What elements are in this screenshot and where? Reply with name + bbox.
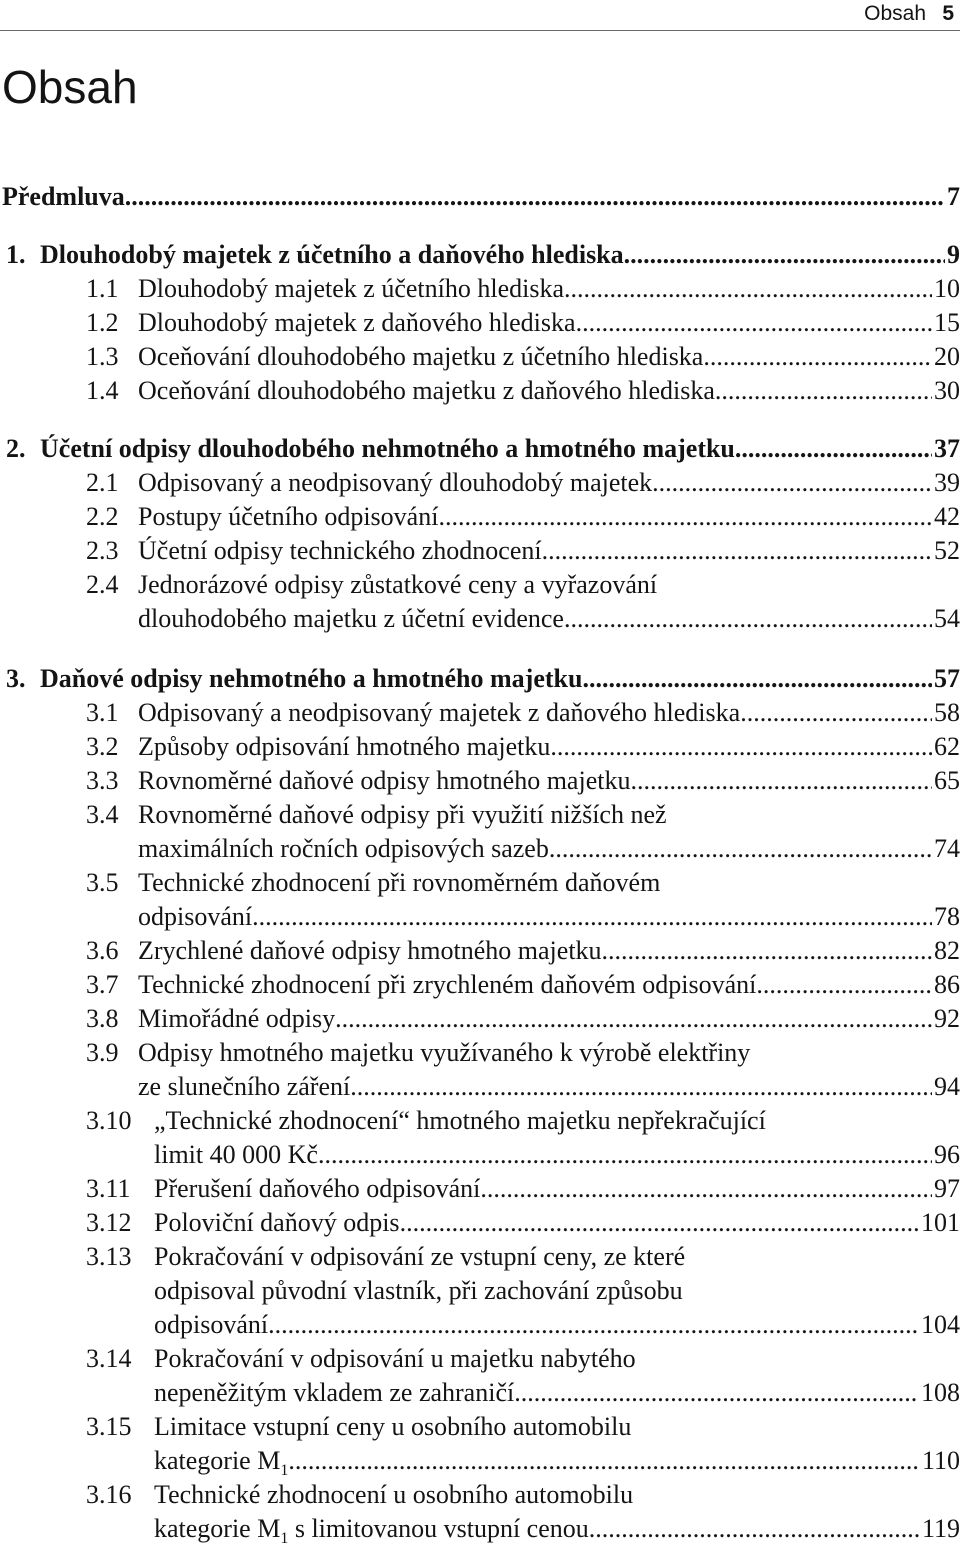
toc-entry-continuation: [0, 832, 960, 866]
leader-dots: [350, 1070, 932, 1104]
leader-dots: [318, 1138, 932, 1172]
toc-entry: [0, 696, 960, 730]
entry-label-part: dlouhodobého majetku z účetní evidence: [138, 604, 564, 633]
entry-label-part: kategorie M: [154, 1514, 281, 1543]
entry-page: 15: [934, 308, 960, 337]
entry-page: 86: [934, 970, 960, 999]
entry-label: Poloviční daňový odpis: [154, 1208, 400, 1237]
leader-dots: [740, 696, 932, 730]
leader-dots: [630, 764, 932, 798]
leader-dots: [335, 1002, 932, 1036]
entry-label: Účetní odpisy technického zhodnocení: [138, 536, 542, 565]
entry-label: Dlouhodobý majetek z daňového hlediska: [138, 308, 576, 337]
entry-page: 58: [934, 698, 960, 727]
toc-entry: [0, 1478, 960, 1512]
entry-page: 92: [934, 1004, 960, 1033]
leader-dots: [624, 238, 945, 272]
toc-entry: [0, 466, 960, 500]
entry-page: 101: [921, 1208, 960, 1237]
toc-entry: [0, 1410, 960, 1444]
entry-text: [154, 1240, 960, 1274]
entry-page: 54: [934, 604, 960, 633]
entry-page: 78: [934, 902, 960, 931]
entry-number: 3.5: [86, 868, 119, 897]
leader-dots: [602, 934, 932, 968]
entry-text: [138, 306, 960, 340]
leader-dots: [735, 432, 932, 466]
running-title: Obsah: [864, 2, 926, 25]
toc-entry: [0, 1240, 960, 1274]
entry-text: [154, 1172, 960, 1206]
entry-label: „Technické zhodnocení“ hmotného majetku nepřekračující: [154, 1106, 766, 1135]
entry-text: [138, 764, 960, 798]
entry-label: Rovnoměrné daňové odpisy při využití nižších než: [138, 800, 667, 829]
entry-text: [138, 696, 960, 730]
entry-text: [40, 432, 960, 466]
toc-entry: [0, 432, 960, 466]
entry-text: [138, 1070, 960, 1104]
entry-label: Přerušení daňového odpisování: [154, 1174, 481, 1203]
leader-dots: [715, 374, 932, 408]
entry-label: Technické zhodnocení u osobního automobilu: [154, 1480, 634, 1509]
toc-entry-continuation: [0, 1444, 960, 1478]
leader-dots: [480, 1172, 932, 1206]
entry-number: 2.4: [86, 570, 119, 599]
toc-entry: [0, 568, 960, 602]
toc-entry-continuation: [0, 900, 960, 934]
leader-dots: [576, 306, 932, 340]
entry-page: 110: [921, 1446, 960, 1475]
toc-entry: [0, 798, 960, 832]
entry-label-part: limit 40 000 Kč: [154, 1140, 318, 1169]
toc-entry-continuation: [0, 1308, 960, 1342]
entry-label: [154, 1376, 514, 1410]
leader-dots: [400, 1206, 919, 1240]
entry-number: 3.4: [86, 800, 119, 829]
entry-text: [138, 730, 960, 764]
entry-label: Účetní odpisy dlouhodobého nehmotného a hmotného majetku: [40, 434, 735, 463]
entry-label: Jednorázové odpisy zůstatkové ceny a vyřazování: [138, 570, 658, 599]
toc-entry: [0, 730, 960, 764]
entry-number: 2.2: [86, 502, 119, 531]
entry-number: 3.15: [86, 1412, 132, 1441]
entry-text: [40, 662, 960, 696]
entry-page: 7: [947, 182, 960, 211]
page-number: 5: [942, 2, 954, 25]
entry-number: 1.: [6, 240, 26, 269]
leader-dots: [550, 730, 932, 764]
entry-text: [154, 1410, 960, 1444]
entry-text: [138, 832, 960, 866]
leader-dots: [268, 1308, 919, 1342]
entry-page: 119: [921, 1514, 960, 1543]
entry-text: [154, 1478, 960, 1512]
entry-page: 62: [934, 732, 960, 761]
entry-text: [138, 968, 960, 1002]
toc-entry: [0, 1342, 960, 1376]
entry-label: Technické zhodnocení při rovnoměrném daňovém: [138, 868, 661, 897]
leader-dots: [582, 662, 932, 696]
entry-label: Pokračování v odpisování ze vstupní ceny, ze které: [154, 1242, 686, 1271]
entry-label: Dlouhodobý majetek z účetního a daňového hlediska: [40, 240, 624, 269]
entry-page: 97: [934, 1174, 960, 1203]
entry-label-part: odpisování: [138, 902, 253, 931]
entry-label: Oceňování dlouhodobého majetku z účetního hlediska: [138, 342, 704, 371]
entry-label: [154, 1308, 268, 1342]
toc-entry: [0, 180, 960, 214]
page-header: [0, 0, 960, 30]
entry-label: [138, 900, 252, 934]
entry-label-part: nepeněžitým vkladem ze zahraničí: [154, 1378, 515, 1407]
entry-number: 3.7: [86, 970, 119, 999]
entry-number: 3.11: [86, 1174, 131, 1203]
entry-text: [154, 1138, 960, 1172]
entry-number: 3.8: [86, 1004, 119, 1033]
entry-page: 104: [921, 1310, 960, 1339]
leader-dots: [589, 1512, 920, 1546]
leader-dots: [542, 534, 932, 568]
entry-text: [154, 1308, 960, 1342]
leader-dots: [703, 340, 932, 374]
toc-entry: [0, 934, 960, 968]
entry-number: 3.13: [86, 1242, 132, 1271]
toc-entry: [0, 662, 960, 696]
entry-label-part: ze slunečního záření: [138, 1072, 351, 1101]
entry-label: [138, 832, 549, 866]
entry-number: 2.3: [86, 536, 119, 565]
entry-number: 1.1: [86, 274, 119, 303]
entry-number: 1.3: [86, 342, 119, 371]
entry-page: 96: [934, 1140, 960, 1169]
toc-entry: [0, 306, 960, 340]
toc-entry-continuation: [0, 1070, 960, 1104]
entry-label-part: kategorie M: [154, 1446, 281, 1475]
leader-dots: [564, 602, 932, 636]
leader-dots: [514, 1376, 919, 1410]
entry-text: [138, 466, 960, 500]
entry-label-part: maximálních ročních odpisových sazeb: [138, 834, 549, 863]
toc-entry: [0, 866, 960, 900]
entry-text: [138, 340, 960, 374]
entry-page: 39: [934, 468, 960, 497]
leader-dots: [564, 272, 932, 306]
entry-text: [154, 1444, 960, 1478]
entry-number: 3.10: [86, 1106, 132, 1135]
entry-page: 94: [934, 1072, 960, 1101]
page-title: Obsah: [2, 61, 138, 113]
toc-entry: [0, 374, 960, 408]
entry-page: 10: [934, 274, 960, 303]
leader-dots: [652, 466, 932, 500]
entry-text: [138, 272, 960, 306]
toc-entry: [0, 1172, 960, 1206]
entry-label: Oceňování dlouhodobého majetku z daňového hlediska: [138, 376, 715, 405]
entry-page: 57: [934, 664, 960, 693]
entry-number: 3.2: [86, 732, 119, 761]
entry-label: Technické zhodnocení při zrychleném daňovém odpisování: [138, 970, 757, 999]
toc-entry: [0, 272, 960, 306]
entry-label: Pokračování v odpisování u majetku nabytého: [154, 1344, 636, 1373]
entry-number: 3.3: [86, 766, 119, 795]
header-rule: [0, 30, 960, 31]
entry-label-part: s limitovanou vstupní cenou: [288, 1514, 589, 1543]
entry-text: [138, 568, 960, 602]
entry-page: 20: [934, 342, 960, 371]
entry-text: [154, 1512, 960, 1546]
entry-label: Rovnoměrné daňové odpisy hmotného majetku: [138, 766, 631, 795]
entry-text: [154, 1104, 960, 1138]
entry-page: 42: [934, 502, 960, 531]
entry-label: Zrychlené daňové odpisy hmotného majetku: [138, 936, 602, 965]
entry-label-part: odpisování: [154, 1310, 269, 1339]
entry-text: [154, 1274, 960, 1308]
entry-text: [138, 602, 960, 636]
entry-label: Odpisy hmotného majetku využívaného k výrobě elektřiny: [138, 1038, 751, 1067]
toc-entry: [0, 1036, 960, 1070]
entry-text: [154, 1206, 960, 1240]
entry-text: [154, 1376, 960, 1410]
toc-entry: [0, 764, 960, 798]
entry-label: [154, 1138, 318, 1172]
entry-number: 1.4: [86, 376, 119, 405]
entry-text: [154, 1342, 960, 1376]
entry-label: Dlouhodobý majetek z účetního hlediska: [138, 274, 565, 303]
entry-text: [138, 500, 960, 534]
entry-label: [154, 1444, 288, 1478]
toc-entry-continuation: [0, 1138, 960, 1172]
subscript: 1: [280, 1462, 289, 1480]
entry-page: 30: [934, 376, 960, 405]
leader-dots: [252, 900, 932, 934]
toc-entry: [0, 340, 960, 374]
entry-text: [2, 180, 960, 214]
entry-label: [138, 1070, 350, 1104]
leader-dots: [288, 1444, 920, 1478]
entry-page: 9: [947, 240, 960, 269]
entry-label: odpisoval původní vlastník, při zachování způsobu: [154, 1276, 683, 1305]
leader-dots: [125, 180, 945, 214]
entry-number: 3.14: [86, 1344, 132, 1373]
subscript: 1: [280, 1530, 289, 1548]
entry-label: Předmluva: [2, 182, 125, 211]
entry-text: [138, 866, 960, 900]
entry-text: [138, 900, 960, 934]
entry-page: 108: [921, 1378, 960, 1407]
leader-dots: [549, 832, 932, 866]
entry-label: Daňové odpisy nehmotného a hmotného majetku: [40, 664, 583, 693]
toc-entry: [0, 534, 960, 568]
entry-number: 3.12: [86, 1208, 132, 1237]
entry-number: 2.1: [86, 468, 119, 497]
entry-label: Mimořádné odpisy: [138, 1004, 336, 1033]
entry-number: 2.: [6, 434, 26, 463]
entry-text: [138, 534, 960, 568]
entry-page: 37: [934, 434, 960, 463]
toc-entry: [0, 500, 960, 534]
entry-label: Odpisovaný a neodpisovaný majetek z daňového hlediska: [138, 698, 741, 727]
toc-entry: [0, 238, 960, 272]
entry-number: 3.: [6, 664, 26, 693]
entry-text: [40, 238, 960, 272]
entry-text: [138, 1002, 960, 1036]
entry-number: 1.2: [86, 308, 119, 337]
entry-page: 65: [934, 766, 960, 795]
toc-entry: [0, 1206, 960, 1240]
entry-text: [138, 374, 960, 408]
entry-number: 3.1: [86, 698, 119, 727]
toc-entry-continuation: [0, 1376, 960, 1410]
entry-page: 52: [934, 536, 960, 565]
entry-label: Postupy účetního odpisování: [138, 502, 439, 531]
leader-dots: [438, 500, 932, 534]
toc-entry-continuation: [0, 602, 960, 636]
entry-number: 3.16: [86, 1480, 132, 1509]
entry-label: [138, 602, 564, 636]
entry-text: [138, 798, 960, 832]
entry-page: 74: [934, 834, 960, 863]
entry-label: Odpisovaný a neodpisovaný dlouhodobý majetek: [138, 468, 653, 497]
entry-text: [138, 934, 960, 968]
toc-entry-continuation: [0, 1274, 960, 1308]
entry-number: 3.9: [86, 1038, 119, 1067]
leader-dots: [756, 968, 932, 1002]
toc-entry: [0, 968, 960, 1002]
entry-text: [138, 1036, 960, 1070]
toc-entry: [0, 1104, 960, 1138]
entry-label: [154, 1512, 589, 1546]
toc-entry: [0, 1002, 960, 1036]
entry-label: Způsoby odpisování hmotného majetku: [138, 732, 551, 761]
entry-label: Limitace vstupní ceny u osobního automobilu: [154, 1412, 632, 1441]
toc-entry-continuation: [0, 1512, 960, 1546]
entry-page: 82: [934, 936, 960, 965]
entry-number: 3.6: [86, 936, 119, 965]
